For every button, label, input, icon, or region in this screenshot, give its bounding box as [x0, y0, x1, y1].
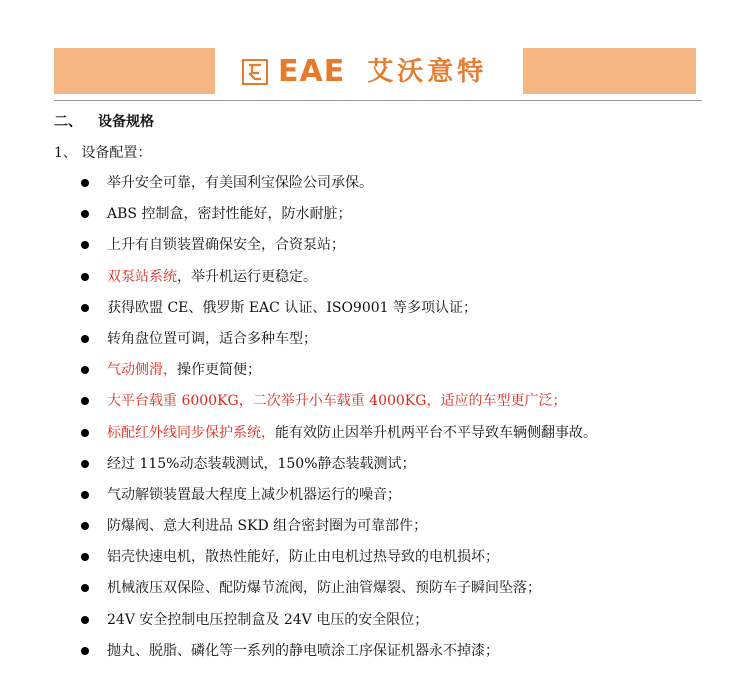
normal-text: 铝壳快速电机，散热性能好，防止由电机过热导致的电机损坏；: [107, 549, 499, 566]
header-banner-left: [54, 48, 215, 94]
normal-text: 机械液压双保险、配防爆节流阀，防止油管爆裂、预防车子瞬间坠落；: [107, 580, 541, 597]
bullet-icon: [81, 491, 89, 499]
list-item-text: [107, 453, 416, 475]
normal-text: 经过 115%动态装载测试，150%静态装载测试；: [107, 455, 416, 472]
highlight-text: 双泵站系统: [107, 268, 177, 285]
normal-text: 能有效防止因举升机两平台不平导致车辆侧翻事故。: [275, 424, 597, 441]
bullet-icon: [81, 397, 89, 405]
subsection-heading: 1、 设备配置：: [54, 145, 152, 161]
bullet-icon: [81, 304, 89, 312]
list-item-text: [107, 328, 317, 350]
bullet-icon: [81, 429, 89, 437]
normal-text: 气动解锁装置最大程度上减少机器运行的噪音；: [107, 486, 401, 503]
list-item-text: [107, 640, 499, 662]
bullet-icon: [81, 366, 89, 374]
list-item-text: [107, 172, 373, 194]
section-title: 设备规格: [98, 114, 154, 130]
bullet-icon: [81, 553, 89, 561]
bullet-icon: [81, 273, 89, 281]
normal-text: 防爆阀、意大利进品 SKD 组合密封圈为可靠部件；: [107, 518, 428, 535]
normal-text: ABS 控制盒，密封性能好，防水耐脏；: [107, 206, 352, 223]
list-item-text: [107, 546, 499, 568]
logo-text-cn: 艾沃意特: [367, 57, 488, 87]
normal-text: ，举升机运行更稳定。: [177, 268, 317, 285]
list-item-text: [107, 609, 428, 631]
list-item-text: [107, 515, 427, 537]
normal-text: 上升有自锁装置确保安全，合资泵站；: [107, 237, 345, 254]
normal-text: 转角盘位置可调，适合多种车型；: [107, 330, 317, 347]
header-banner-right: [523, 48, 696, 94]
list-item-text: [107, 234, 345, 256]
bullet-icon: [81, 522, 89, 530]
header-divider: [54, 100, 702, 101]
list-item-text: [107, 422, 597, 444]
brand-logo: [242, 56, 487, 88]
list-item-text: [107, 266, 317, 288]
section-heading: [54, 111, 154, 131]
bullet-icon: [81, 241, 89, 249]
bullet-icon: [81, 210, 89, 218]
eae-logo-mark-icon: [242, 59, 268, 85]
highlight-text: 大平台载重 6000KG，二次举升小车载重 4000KG，适应的车型更广泛；: [107, 393, 567, 410]
bullet-icon: [81, 179, 89, 187]
list-item-text: [107, 359, 261, 381]
list-item-text: [107, 203, 351, 225]
list-item-text: [107, 297, 477, 319]
bullet-icon: [81, 584, 89, 592]
normal-text: 抛丸、脱脂、磷化等一系列的静电喷涂工序保证机器永不掉漆；: [107, 642, 499, 659]
highlight-text: 气动侧滑，: [107, 362, 177, 379]
list-item-text: [107, 390, 566, 412]
list-item-text: [107, 484, 401, 506]
bullet-icon: [81, 335, 89, 343]
normal-text: 举升安全可靠，有美国利宝保险公司承保。: [107, 175, 373, 191]
normal-text: 24V 安全控制电压控制盒及 24V 电压的安全限位；: [107, 611, 429, 628]
bullet-icon: [81, 616, 89, 624]
logo-text-en: EAE: [278, 54, 346, 89]
bullet-icon: [81, 647, 89, 655]
bullet-icon: [81, 460, 89, 468]
normal-text: 操作更简便；: [177, 362, 261, 379]
section-number: 二、: [54, 114, 82, 130]
list-item-text: [107, 577, 541, 599]
normal-text: 获得欧盟 CE、俄罗斯 EAC 认证、ISO9001 等多项认证；: [107, 299, 478, 316]
highlight-text: 标配红外线同步保护系统，: [107, 424, 275, 441]
